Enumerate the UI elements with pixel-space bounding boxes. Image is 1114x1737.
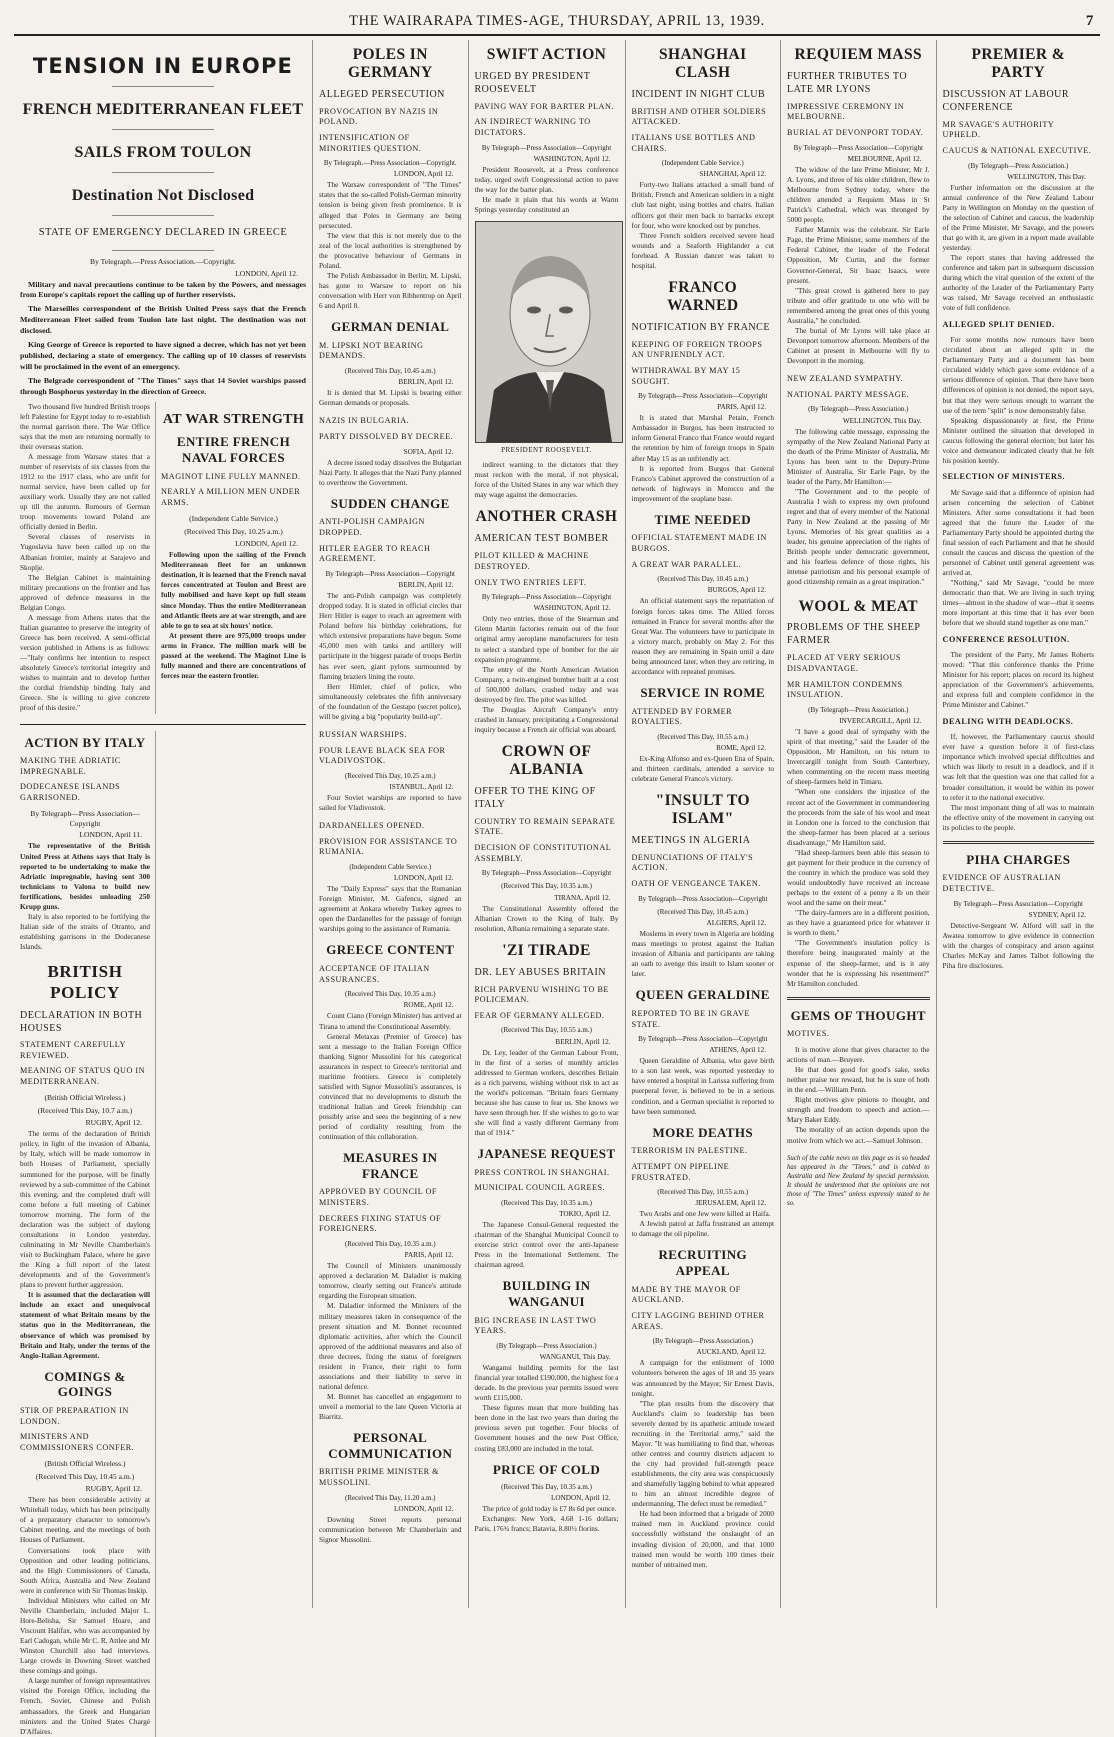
article-paragraph: "Nothing," said Mr Savage, "could be more democratic than that. We are living in such trying times—almost in the shadow of war—that it seems more important at this time that it has ever been before that we should stand together as one man."	[942, 578, 1094, 628]
article-paragraph: M. Daladier informed the Ministers of the military measures taken in consequence of the present situation and M. Bonnet recounted diplomatic activities, after which the Council approved of the additional measures and also of three decrees, fixing the status of foreigners resident in France, their right to form associations and their liability to serve in national defence.	[319, 1301, 462, 1391]
headline-recruiting-appeal: RECRUITING APPEAL	[658, 1247, 748, 1279]
dateline: LONDON, April 12.	[394, 874, 454, 883]
received-time: (Received This Day, 10.45 a.m.)	[657, 907, 749, 916]
byline: By Telegraph—Press Association—Copyright	[325, 570, 455, 578]
subhead: MUNICIPAL COUNCIL AGREES.	[474, 1183, 606, 1193]
subhead: INCIDENT IN NIGHT CLUB	[631, 88, 766, 100]
subhead: MEANING OF STATUS QUO IN MEDITERRANEAN.	[20, 1066, 146, 1086]
subhead: FEAR OF GERMANY ALLEGED.	[474, 1010, 605, 1020]
dateline: AUCKLAND, April 12.	[696, 1348, 767, 1357]
column-5	[781, 40, 937, 1608]
subhead: MOTIVES.	[787, 1029, 830, 1039]
byline: (By Telegraph—Press Association.)	[808, 405, 909, 414]
subhead: URGED BY PRESIDENT ROOSEVELT	[474, 70, 591, 95]
received-time: (Received This Day, 10.25 a.m.)	[184, 527, 283, 537]
subhead: ATTEMPT ON PIPELINE FRUSTRATED.	[631, 1161, 730, 1182]
times-copyright-note: Such of the cable news on this page as is so headed has appeared in the "Times," and is cabled to Australia and New Zealand by special permission. It should be understood that the opinions are not those of "The Times" unless expressly stated to be so.	[787, 1154, 930, 1208]
article-paragraph: Conversations took place with Opposition and other leading politicians, and the High Commissioners of Canada, South Africa, Australia and New Zealand were in conference with Sir Thomas Inskip.	[20, 1545, 150, 1595]
article-paragraph: It is stated that Marshal Petain, French Ambassador in Burgos, has been instructed to inform General Franco that France would regard the retention by him of foreign troops in Spain after May 15 as an unfriendly act.	[631, 413, 775, 463]
subhead: PROVOCATION BY NAZIS IN POLAND.	[319, 106, 439, 127]
subhead: NOTIFICATION BY FRANCE	[631, 321, 770, 333]
article-paragraph: Two Arabs and one Jew were killed at Haifa.	[639, 1209, 771, 1219]
subhead: PAVING WAY FOR BARTER PLAN.	[474, 101, 614, 111]
divider	[787, 997, 930, 1000]
subhead: DR. LEY ABUSES BRITAIN	[474, 966, 607, 978]
portrait-illustration	[476, 222, 622, 442]
dateline: LONDON, April 12.	[551, 1494, 611, 1503]
byline: By Telegraph—Press Association—Copyright	[481, 143, 612, 152]
article-paragraph: Father Mannix was the celebrant. Sir Earle Page, the Prime Minister, some members of the Federal Cabinet, the leader of the Federal Opposition, Mr Curtin, and the former Governor-General, Sir Isaac Isaacs, were present.	[787, 225, 930, 285]
received-time: (Received This Day, 10.45 a.m.)	[344, 367, 436, 376]
subhead: DISCUSSION AT LABOUR CONFERENCE	[942, 88, 1070, 113]
article-paragraph: The price of gold today is £7 8s 6d per ounce.	[482, 1504, 617, 1514]
article-paragraph: At present there are 975,000 troops under arms in France. The million mark will be passed at the weekend. The Maginot Line is fully manned and there are concentrations of forces near the eastern frontier.	[161, 630, 306, 680]
article-paragraph: "The Government and to the people of Australia I wish to express my own profound regret and that of every member of the National Party in New Zealand at the passing of Mr Lyons. Memories of his great qualities as a leader, his genuine appreciation of the rights of British people under democratic government, and his fearless defence of those rights, his intense patriotism and his personal example of good citizenship remain as a great inspiration."	[787, 486, 930, 587]
article-paragraph: "I have a good deal of sympathy with the spirit of that meeting," said the Leader of the Opposition, Mr Hamilton, on his return to Invercargill tonight from South Canterbury, when commenting on the recent mass meeting of sheep-farmers held in Timaru.	[787, 727, 930, 787]
article-paragraph: It is denied that M. Lipski is bearing either German demands or proposals.	[319, 388, 462, 408]
article-paragraph: The representative of the British United Press at Athens says that Italy is reported to be undertaking to make the Adriatic impregnable, having sent 300 technicians to Valona to build new fortifications, besides unloading 250 Krupp guns.	[20, 841, 150, 911]
article-paragraph: The most important thing of all was to maintain the effective unity of the movement in carrying out its policies to the people.	[942, 802, 1094, 832]
article-paragraph: King George of Greece is reported to have signed a decree, which has not yet been published, declaring a state of emergency. The calling up of 10 classes of reservists will be proclaimed in the event of an emergency.	[20, 340, 306, 371]
subhead: NAZIS IN BULGARIA.	[319, 416, 410, 426]
article-paragraph: For some months now rumours have been circulated about an alleged split in the Parliamentary Party and a document has been circulated widely which gave some evidence of a serious difference of opinion. That there have been differences of opinion is not denied, the report says, but that they were serious enough to warrant the use of the term "split" is now demonstrably false.	[942, 335, 1094, 415]
dateline: SHANGHAI, April 12.	[699, 170, 767, 179]
subcolumn-left	[20, 402, 156, 714]
subhead: MEETINGS IN ALGERIA	[631, 834, 751, 846]
article-paragraph: The "Daily Express" says that the Rumanian Foreign Minister, M. Gafencu, signed an agreement at Ankara whereby Turkey agrees to open the Dardanelles for the passage of foreign warships going to the assistance of Rumania.	[319, 884, 462, 934]
article-paragraph: The Belgian Cabinet is maintaining military precautions on the frontier and has approved of defence measures in the Belgian Congo.	[20, 572, 150, 612]
subhead: ATTENDED BY FORMER ROYALTIES.	[631, 706, 733, 727]
article-paragraph: The Warsaw correspondent of "The Times" states that the so-called Polish-German minority tension is being given fresh prominence. It is alleged that Poles in Germany are being persecuted.	[319, 180, 462, 230]
headline-greece-content: GREECE CONTENT	[326, 942, 455, 958]
article-paragraph: "The Government's insulation policy is therefore being inaugurated mainly at the expense of the sheep-farmer, and is it any wonder that he is expressing his resentment?" Mr Hamilton concluded.	[787, 938, 930, 988]
headline-sails-toulon: SAILS FROM TOULON	[74, 144, 252, 161]
dateline: BERLIN, April 12.	[398, 378, 454, 387]
headline-sudden-change: SUDDEN CHANGE	[330, 495, 450, 511]
dateline: ROME, April 12.	[716, 743, 767, 752]
article-paragraph: The Douglas Aircraft Company's entry crashed in January, precipitating a Congressional inquiry because a French air official was aboard.	[474, 704, 619, 734]
divider	[112, 129, 215, 130]
column-4	[626, 40, 782, 1608]
article-paragraph: The Council of Ministers unanimously approved a declaration M. Daladier is making tomorrow, clearly setting out France's attitude regarding the European situation.	[319, 1261, 462, 1301]
article-paragraph: He made it plain that his words at Warm Springs yesterday constituted an	[474, 195, 619, 215]
byline: By Telegraph—Press Association—Copyright	[30, 808, 140, 828]
article-paragraph: Individual Ministers who called on Mr Neville Chamberlain, included Major L. Hore-Belisha, Sir Samuel Hoare, and Viscount Halifax, who was accompanied by Earl Cadogan, while Mr C. R. Attlee and Mr Winston Churchill also had interviews. Large crowds in Downing Street watched these comings and goings.	[20, 1595, 150, 1676]
article-paragraph: Queen Geraldine of Albania, who gave birth to a son last week, was reported yesterday to have entered a hospital in Larissa suffering from puerperal fever, is believed to be in a serious condition, and a German specialist is reported to have been summoned.	[631, 1056, 775, 1116]
article-paragraph: The Constitutional Assembly offered the Albanian Crown to the King of Italy. By resolution, Albania remaining a separate state.	[474, 903, 619, 933]
subhead: MR HAMILTON CONDEMNS INSULATION.	[787, 679, 903, 700]
subhead: STIR OF PREPARATION IN LONDON.	[20, 1405, 129, 1426]
dateline: BURGOS, April 12.	[707, 586, 767, 595]
column-1-split	[20, 402, 306, 714]
article-paragraph: There has been considerable activity at Whitehall today, which has been principally of a preparatory character to tomorrow's Cabinet meeting, and the meetings of both Houses of Parliament.	[20, 1495, 150, 1545]
subcolumn-left	[20, 731, 156, 1737]
dateline: WELLINGTON, This Day.	[842, 416, 922, 425]
dateline: JERUSALEM, April 12.	[695, 1199, 767, 1208]
page-number: 7	[1085, 13, 1094, 29]
dateline: SOFIA, April 12.	[403, 447, 454, 456]
article-paragraph: The terms of the declaration of British policy, in light of the invasion of Albania, by Italy, which will be made tomorrow in both Houses of Parliament, specially summoned for the purpose, will be finally reviewed by a sub-committee of the Cabinet this evening, and the completed draft will come before a full meeting of Cabinet tomorrow morning. The form of the declaration was the subject of daylong consultations in London yesterday, culminating in Mr Neville Chamberlain's visit to Buckingham Palace, where he gave the King a full report of the latest developments and of the Government's plans to prevent further aggression.	[20, 1129, 150, 1290]
headline-more-deaths: MORE DEATHS	[652, 1124, 754, 1140]
article-paragraph: "The dairy-farmers are in a different position, as they have a guaranteed price for whatever it is worth to them."	[787, 908, 930, 938]
dateline: BERLIN, April 12.	[555, 1037, 611, 1046]
received-time: (Received This Day, 11.20 a.m.)	[344, 1493, 436, 1502]
byline: (By Telegraph—Press Association.)	[808, 705, 909, 714]
dateline: WASHINGTON, April 12.	[533, 604, 611, 613]
subhead: M. LIPSKI NOT BEARING DEMANDS.	[319, 340, 424, 361]
article-paragraph: It is reported from Burgos that General Franco's Cabinet approved the construction of a network of highways in Morocco and the improvement of the seaplane base.	[631, 463, 775, 503]
subhead: COUNTRY TO REMAIN SEPARATE STATE.	[474, 816, 616, 837]
headline-personal-communication: PERSONAL COMMUNICATION	[328, 1430, 453, 1461]
byline: By Telegraph—Press Association—Copyright	[638, 392, 768, 401]
article-paragraph: Count Ciano (Foreign Minister) has arrived at Tirana to attend the Constitutional Assembly.	[319, 1011, 462, 1031]
subhead: ENTIRE FRENCH NAVAL FORCES	[176, 434, 291, 465]
received-time: (Received This Day, 10.55 a.m.)	[501, 1026, 592, 1035]
subhead: STATEMENT CAREFULLY REVIEWED.	[20, 1039, 126, 1060]
subhead: RICH PARVENU WISHING TO BE POLICEMAN.	[474, 984, 609, 1005]
byline: (British Official Wireless.)	[44, 1458, 126, 1468]
subhead: BRITISH PRIME MINISTER & MUSSOLINI.	[319, 1467, 440, 1488]
subhead: INTENSIFICATION OF MINORITIES QUESTION.	[319, 132, 422, 153]
headline-franco-warned: FRANCO WARNED	[667, 278, 739, 314]
headline-crown-albania: CROWN OF ALBANIA	[501, 743, 592, 778]
article-paragraph: Three French soldiers received severe head wounds and a Seaforth Highlander a cut forehead. A Russian dancer was taken to hospital.	[631, 230, 775, 270]
dateline: ALGIERS, April 12.	[706, 918, 767, 927]
byline: (By Telegraph—Press Association.)	[496, 1341, 597, 1350]
subhead: AN INDIRECT WARNING TO DICTATORS.	[474, 117, 591, 138]
subhead: AMERICAN TEST BOMBER	[474, 533, 609, 545]
headline-building-wanganui: BUILDING IN WANGANUI	[502, 1278, 591, 1310]
article-paragraph: Four Soviet warships are reported to have sailed for Vladivostok.	[319, 792, 462, 813]
portrait-caption: PRESIDENT ROOSEVELT.	[501, 446, 592, 455]
subhead: MR SAVAGE'S AUTHORITY UPHELD.	[942, 119, 1054, 140]
article-paragraph: Exchanges: New York, 4.68 1-16 dollars; Paris, 176¾ francs; Batavia, 8.80½ florins.	[474, 1514, 619, 1534]
subhead: FOUR LEAVE BLACK SEA FOR VLADIVOSTOK.	[319, 745, 446, 766]
subhead: CAUCUS & NATIONAL EXECUTIVE.	[942, 145, 1092, 155]
dateline: WASHINGTON, April 12.	[533, 154, 611, 163]
headline-british-policy: BRITISH POLICY	[47, 962, 123, 1002]
subhead: DECISION OF CONSTITUTIONAL ASSEMBLY.	[474, 843, 611, 863]
byline: By Telegraph.—Press Association.—Copyright.	[90, 256, 236, 266]
divider	[112, 250, 215, 251]
article-paragraph: "Had sheep-farmers been able this season to get payment for their produce in the currency of the country in which the produce was sold they would undoubtedly have received an increase perhaps to the extent of a penny a lb on their wool and the same on their meat."	[787, 847, 930, 908]
divider	[20, 724, 306, 725]
byline: By Telegraph.—Press Association—Copyright.	[323, 159, 457, 168]
article-paragraph: He that does good for good's sake, seeks neither praise nor reward, but he is sure of both in the end.—William Penn.	[787, 1065, 930, 1095]
byline: (By Telegraph—Press Association.)	[652, 1337, 753, 1346]
article-paragraph: Detective-Sergeant W. Alford will sail in the Awatea tomorrow to give evidence in connection with the charges of conspiracy and arson against Charles McKay and James Talbot following the Piha fire disclosures.	[942, 920, 1094, 971]
dateline: PARIS, April 12.	[717, 403, 767, 412]
received-time: (Received This Day, 10.55 a.m.)	[657, 732, 749, 741]
column-1	[14, 40, 313, 1736]
article-paragraph: The burial of Mr Lyons will take place at Devonport tomorrow afternoon. Members of the Cabinet at present in Melbourne will fly to Devonport in the morning.	[787, 325, 930, 366]
subhead: ALLEGED SPLIT DENIED.	[942, 319, 1055, 329]
article-paragraph: Only two entries, those of the Stearman and Glenn Martin factories remain out of the four original army aeroplane manufacturers for tests to select a standard type of bomber for the air expansion programme.	[474, 614, 619, 664]
subhead: CITY LAGGING BEHIND OTHER AREAS.	[631, 1310, 765, 1331]
article-paragraph: A message from Athens states that the Italian guarantee to preserve the integrity of Greece has been received. A semi-official version published in Athens is as follows:—"Italy confirms her intention to respect absolutely Greece's territorial integrity and wishes to maintain and to develop further the cordial friendship binding Italy and Greece. She is willing to give concrete proof of this desire."	[20, 612, 150, 713]
dateline: MELBOURNE, April 12.	[847, 154, 922, 163]
article-paragraph: Dr. Ley, leader of the German Labour Front, in the first of a series of monthly articles addressed to German workers, describes Britain as a rich parvenu, wishing without risk to act as the world's policeman. "Britain fears Germany because she has cause to fear us. She knows we have seen through her. If she wishes to go to war she will find a vastly different Germany from that of 1914."	[474, 1047, 619, 1138]
article-paragraph: Forty-two Italians attacked a small band of British, French and American soldiers in a night club last night, using bottles and chairs. Italian officers got their men back to barracks except for four, who were knocked out by punches.	[631, 180, 775, 230]
subhead: DECLARATION IN BOTH HOUSES	[20, 1009, 143, 1034]
dateline: WELLINGTON, This Day.	[1007, 172, 1086, 181]
subhead: OATH OF VENGEANCE TAKEN.	[631, 879, 761, 889]
subhead: OFFICIAL STATEMENT MADE IN BURGOS.	[631, 533, 767, 554]
headline-premier-party: PREMIER & PARTY	[971, 46, 1066, 81]
article-paragraph: "The plan results from the discovery that Auckland's claim to leadership has been severely dented by its apathetic attitude toward recruiting in the Territorial army," said the Mayor. "It was humiliating to find that, whereas other centres and country districts adjacent to the city had provided full-strength peace establishments, the city area was conspicuously and shamefully lagging behind to what appeared to him an almost incredible degree of undermanning. The defect must be remedied."	[631, 1398, 775, 1509]
article-paragraph: An official statement says the repatriation of foreign forces takes time. The Allied forces remained in France for several months after the Great War. The volunteers have to participate in a victory march, probably on May 2. For this reason they are remaining in Spain until a date being announced later, when they are retiring, in accordance with repeated promises.	[631, 596, 775, 676]
article-paragraph: Herr Himler, chief of police, who simultaneously celebrates the fifth anniversary of the foundation of the Gestapo (secret police), will be giving a big "popularity build-up".	[319, 681, 462, 721]
article-paragraph: The entry of the North American Aviation Company, a twin-engined bomber built at a cost of 500,000 dollars, crashed today and was destroyed by fire. The pilot was killed.	[474, 664, 619, 704]
dateline: INVERCARGILL, April 12.	[839, 717, 922, 726]
headline-wool-meat: WOOL & MEAT	[798, 597, 919, 615]
subhead: MADE BY THE MAYOR OF AUCKLAND.	[631, 1284, 741, 1305]
subhead: PLACED AT VERY SERIOUS DISADVANTAGE.	[787, 653, 901, 673]
byline: By Telegraph—Press Association—Copyright	[953, 899, 1083, 908]
headline-queen-geraldine: QUEEN GERALDINE	[635, 987, 770, 1003]
dateline: TOKIO, April 12.	[559, 1210, 611, 1219]
byline: By Telegraph—Press Association—Copyright	[481, 593, 612, 602]
article-paragraph: The Belgrade correspondent of "The Times" says that 14 Soviet warships passed through Bosphorus yesterday in the direction of Greece.	[20, 375, 306, 396]
subhead: PRESS CONTROL IN SHANGHAI.	[474, 1167, 610, 1177]
dateline: BERLIN, April 12.	[398, 581, 454, 590]
subhead: DENUNCIATIONS OF ITALY'S ACTION.	[631, 852, 754, 873]
received-time: (Received This Day, 10.35 a.m.)	[344, 1240, 436, 1249]
article-paragraph: He had been informed that a brigade of 2000 trained men in Auckland province could successfully withstand the onslaught of an invading division of 20,000, and that 1000 trained men would be worth 100 times their number of untrained men.	[631, 1509, 775, 1569]
article-paragraph: Several classes of reservists in Yugoslavia have been called up on the Albanian frontier, mainly at Sarajevo and Skoplje.	[20, 532, 150, 572]
article-paragraph: It is motive alone that gives character to the actions of man.—Bruyere.	[787, 1044, 930, 1064]
article-paragraph: Mr Savage said that a difference of opinion had arisen concerning the selection of Cabinet Ministers. After some consultations it had been agreed that the future the Leader of the Parliamentary Party should be appointed during the final session of each Parliament and that he should consult the caucus and discuss the question of the personnel of Cabinet until general agreement was arrived at.	[942, 487, 1094, 578]
divider	[943, 841, 1094, 844]
article-paragraph: It is assumed that the declaration will include an exact and unequivocal statement of what Britain means by the status quo in the Mediterranean, the observance of which was promised by Britain and Italy, under the terms of the Anglo-Italian Agreement.	[20, 1290, 150, 1360]
received-time: (Received This Day, 10.45 a.m.)	[35, 1472, 135, 1482]
masthead-title: THE WAIRARAPA TIMES-AGE, THURSDAY, APRIL 13, 1939.	[349, 13, 765, 29]
subcolumn-right-empty	[156, 731, 306, 1737]
subhead: IMPRESSIVE CEREMONY IN MELBOURNE.	[787, 101, 905, 122]
subhead: BIG INCREASE IN LAST TWO YEARS.	[474, 1315, 597, 1336]
headline-action-italy: ACTION BY ITALY	[24, 734, 146, 750]
subhead: APPROVED BY COUNCIL OF MINISTERS.	[319, 1187, 437, 1208]
column-6	[937, 40, 1100, 1608]
headline-poles-germany: POLES IN GERMANY	[347, 46, 433, 81]
received-time: (Received This Day, 10.45 a.m.)	[657, 575, 749, 584]
headline-shanghai-clash: SHANGHAI CLASH	[658, 46, 747, 81]
byline: By Telegraph—Press Association—Copyright	[793, 143, 923, 152]
article-paragraph: The report states that having addressed the conference and taken part in subsequent discussion during which the vital question of the extent of the authority of the Leader of the Parliamentary Party was raised, Mr Savage received an enthusiastic vote of full confidence.	[942, 253, 1094, 313]
byline: (British Official Wireless.)	[44, 1092, 126, 1102]
subhead: REPORTED TO BE IN GRAVE STATE.	[631, 1008, 750, 1029]
headline-german-denial: GERMAN DENIAL	[331, 319, 450, 335]
subhead: TERRORISM IN PALESTINE.	[631, 1146, 748, 1156]
article-paragraph: The Polish Ambassador in Berlin, M. Lipski, has gone to Warsaw to report on his conversation with Herr von Ribbentrop on April 6 and April 8.	[319, 270, 462, 311]
dateline: TIRANA, April 12.	[554, 893, 611, 902]
roosevelt-portrait	[475, 221, 623, 443]
dateline: LONDON, April 12.	[235, 268, 298, 278]
dateline: ISTANBUL, April 12.	[389, 782, 454, 791]
article-paragraph: President Roosevelt, at a Press conference today, urged swift Congressional action to pave the way for the barter plan.	[474, 164, 619, 194]
subhead: KEEPING OF FOREIGN TROOPS AN UNFRIENDLY ACT.	[631, 339, 763, 360]
article-paragraph: Moslems in every town in Algeria are holding mass meetings to protest against the Italian invasion of Albania and participants are taking an oath to avenge this insult to Islam sooner or later.	[631, 928, 775, 979]
masthead	[14, 10, 1100, 36]
headline-destination: Destination Not Disclosed	[71, 187, 255, 204]
subhead: NATIONAL PARTY MESSAGE.	[787, 389, 910, 399]
headline-measures-france: MEASURES IN FRANCE	[343, 1150, 438, 1181]
article-paragraph: Right motives give pinions to thought, and strength and freedom to speech and action.—Mary Baker Eddy.	[787, 1095, 930, 1125]
subhead: OFFER TO THE KING OF ITALY	[474, 785, 596, 810]
received-time: (Received This Day, 10.55 a.m.)	[657, 1188, 749, 1197]
received-time: (Received This Day, 10.25 a.m.)	[344, 771, 436, 780]
subcolumn-right	[156, 402, 306, 714]
article-paragraph: M. Bonnet has cancelled an engagement to unveil a memorial to the late Queen Victoria at Biarritz.	[319, 1392, 462, 1422]
article-paragraph: If, however, the Parliamentary caucus should ever have a question before it of first-class importance which involved special difficulties and which was likely to result in a deadlock, and if it was felt that the question was one that called for a broader consultation, it would be within its power to refer it to the national executive.	[942, 732, 1094, 802]
byline: By Telegraph—Press Association—Copyright	[638, 1035, 768, 1044]
column-2	[313, 40, 469, 1608]
byline: By Telegraph—Press Association—Copyright	[481, 869, 612, 878]
article-paragraph: Downing Street reports personal communication between Mr Chamberlain and Signor Mussolini.	[319, 1514, 462, 1544]
subhead: DODECANESE ISLANDS GARRISONED.	[20, 782, 121, 803]
headline-japanese-request: JAPANESE REQUEST	[477, 1146, 616, 1162]
headline-service-rome: SERVICE IN ROME	[640, 684, 766, 700]
article-paragraph: These figures mean that more building has been done in the last two years than during the previous seven put together. Four blocks of Government houses and the new Post Office, costing £83,000 are included in the total.	[474, 1403, 619, 1453]
article-paragraph: Italy is also reported to be fortifying the Italian side of the straits of Otranto, and establishing garrisons in the Dodecanese Islands.	[20, 911, 150, 952]
subhead: ONLY TWO ENTRIES LEFT.	[474, 577, 587, 587]
headline-insult-islam: "INSULT TO ISLAM"	[655, 792, 750, 827]
subhead: ACCEPTANCE OF ITALIAN ASSURANCES.	[319, 964, 430, 984]
subhead: ALLEGED PERSECUTION	[319, 88, 445, 100]
dateline: WANGANUI, This Day.	[539, 1353, 611, 1362]
article-paragraph: Speaking dispassionately at first, the Prime Minister outlined the situation that developed in caucus following the general election; but later his voice and demeanour indicated clearly that he felt his position keenly.	[942, 415, 1094, 465]
headline-requiem-mass: REQUIEM MASS	[794, 46, 923, 63]
subhead: BRITISH AND OTHER SOLDIERS ATTACKED.	[631, 106, 767, 127]
headline-nazi-tirade: 'ZI TIRADE	[502, 941, 591, 959]
subhead: BURIAL AT DEVONPORT TODAY.	[787, 128, 924, 138]
received-time: (Received This Day, 10.7 a.m.)	[37, 1106, 133, 1116]
received-time: (Received This Day, 10.35 a.m.)	[501, 1199, 592, 1208]
dateline: RUGBY, April 12.	[85, 1118, 142, 1128]
headline-war-strength: AT WAR STRENGTH	[162, 411, 305, 427]
headline-comings-goings: COMINGS & GOINGS	[44, 1368, 126, 1400]
subhead: DEALING WITH DEADLOCKS.	[942, 716, 1074, 726]
subhead: ITALIANS USE BOTTLES AND CHAIRS.	[631, 132, 756, 153]
subhead: DARDANELLES OPENED.	[319, 821, 425, 831]
subhead: CONFERENCE RESOLUTION.	[942, 634, 1070, 644]
dateline: ROME, April 12.	[403, 1001, 454, 1010]
received-time: (Received This Day, 10.35 a.m.)	[501, 1483, 592, 1492]
article-paragraph: A campaign for the enlistment of 1000 volunteers between the ages of 18 and 35 years was announced by the Mayor, Sir Ernest Davis, tonight.	[631, 1358, 775, 1398]
subhead: RUSSIAN WARSHIPS.	[319, 729, 407, 739]
columns	[14, 40, 1100, 1736]
article-paragraph: The president of the Party, Mr James Roberts moved: "That this conference thanks the Prime Minister for his report; places on record its highest appreciation of the Government's achievements, and express full and complete confidence in the Prime Minister and Cabinet."	[942, 650, 1094, 710]
article-paragraph: A message from Warsaw states that a number of reservists of six classes from the 1912 to the 1917 class, who are unfit for normal service, have been called up for auxiliary work. Usually they are not called up till the autumn. Rumours of German troop movements toward Poland are officially denied in Berlin.	[20, 451, 150, 532]
subhead: PARTY DISSOLVED BY DECREE.	[319, 431, 454, 441]
article-paragraph: The morality of an action depends upon the motive from which we act.—Samuel Johnson.	[787, 1125, 930, 1145]
divider	[112, 215, 215, 216]
article-paragraph: "This great crowd is gathered here to pay tribute and offer gratitude to one who will be remembered among the great ones of this young Australia," he concluded.	[787, 285, 930, 325]
dateline: RUGBY, April 12.	[85, 1484, 142, 1494]
subhead: EVIDENCE OF AUSTRALIAN DETECTIVE.	[942, 873, 1061, 894]
subhead: ANTI-POLISH CAMPAIGN DROPPED.	[319, 517, 425, 538]
article-paragraph: Following upon the sailing of the French Mediterranean fleet for an unknown destination, it is learned that the French naval forces concentrated at Toulon and Brest are fully mobilised and have kept up full steam since Monday. Thus the entire Mediterranean and Atlantic fleets are at war strength, and are able to go to sea at six hours' notice.	[161, 550, 306, 630]
dateline: ATHENS, April 12.	[709, 1046, 767, 1055]
divider	[112, 86, 215, 87]
article-paragraph: The anti-Polish campaign was completely dropped today. It is stated in official circles that Herr Hitler is eager to reach an agreement with Poland before his birthday celebrations, for which extensive preparations have begun. Some 45,000 men with tanks and artillery will participate in the biggest parade of troops Berlin has ever seen, giant pylons surmounted by flaming braziers lining the route.	[319, 591, 462, 681]
byline: By Telegraph—Press Association—Copyright	[638, 894, 768, 903]
headline-gems-thought: GEMS OF THOUGHT	[790, 1007, 926, 1023]
dateline: LONDON, April 12.	[394, 170, 454, 179]
subhead: NEW ZEALAND SYMPATHY.	[787, 374, 904, 384]
headline-piha-charges: PIHA CHARGES	[966, 851, 1071, 867]
column-3	[469, 40, 626, 1608]
article-paragraph: The Marseilles correspondent of the British United Press says that the French Mediterranean Fleet sailed from Toulon late last night. The destination was not disclosed.	[20, 304, 306, 336]
divider	[112, 172, 215, 173]
byline: (Independent Cable Service.)	[661, 159, 744, 168]
article-paragraph: A Jewish patrol at Jaffa frustrated an attempt to damage the oil pipeline.	[631, 1219, 775, 1239]
dateline: PARIS, April 12.	[404, 1251, 454, 1260]
article-paragraph: A large number of foreign representatives visited the Foreign Office, including the French, Soviet, Chinese and Polish ambassadors, the Greek and Hungarian ministers and the United States Chargé D'Affaires.	[20, 1676, 150, 1736]
article-paragraph: "When one considers the injustice of the recent act of the Government in commandeering the proceeds from the sale of his wool and meat in London one is forced to the conclusion that the sheep-farmer has been placed at a serious disadvantage," Mr Hamilton said.	[787, 787, 930, 847]
subhead: SELECTION OF MINISTERS.	[942, 471, 1065, 481]
article-paragraph: General Metaxas (Premier of Greece) has sent a message to the Italian Foreign Office thanking Signor Mussolini for his categorical assurances in respect to Greece's territorial and maritime frontiers. Greece is completely satisfied with Signor Mussolini's assurances, is convinced that no developments to disturb the traditional Italian and Greek friendship can possibly arise and sees the beginning of a new period of cordiality resulting from the continuation of this collaboration.	[319, 1031, 462, 1142]
headline-french-fleet: FRENCH MEDITERRANEAN FLEET	[22, 101, 304, 118]
dateline: SYDNEY, April 12.	[1028, 910, 1086, 919]
article-paragraph: A decree issued today dissolves the Bulgarian Nazi Party. It alleges that the Nazi Party planned to overthrow the Government.	[319, 457, 462, 487]
article-paragraph: Wanganui building permits for the last financial year totalled £190,000, the highest for a decade. In the previous year permits issued were worth £115,000.	[474, 1363, 619, 1403]
headline-price-cold: PRICE OF COLD	[492, 1461, 601, 1477]
dateline: LONDON, April 11.	[79, 830, 142, 840]
subhead: A GREAT WAR PARALLEL.	[631, 559, 742, 569]
headline-swift-action: SWIFT ACTION	[486, 46, 607, 63]
article-paragraph: Further information on the discussion at the annual conference of the New Zealand Labour Party in Wellington on Monday on the question of the selection of Cabinet and caucus, the leadership of the Prime Minister, Mr Savage, and the powers that go with it, are given in a report made available yesterday.	[942, 182, 1094, 253]
byline: (Independent Cable Service.)	[349, 863, 432, 872]
article-paragraph: The following cable message, expressing the sympathy of the New Zealand National Party at the death of the Prime Minister of Australia, Mr Lyons has been sent to the Deputy-Prime Minister of Australia, Sir Earle Page, by the leader of the Party, Mr Hamilton:—	[787, 426, 930, 486]
article-paragraph: Military and naval precautions continue to be taken by the Powers, and messages from Europe's capitals report the calling up of further reservists.	[20, 279, 306, 300]
subhead: MINISTERS AND COMMISSIONERS CONFER.	[20, 1432, 135, 1452]
subhead: MAGINOT LINE FULLY MANNED.	[161, 471, 301, 481]
headline-another-crash: ANOTHER CRASH	[475, 508, 618, 526]
headline-time-needed: TIME NEEDED	[654, 511, 752, 527]
byline: (By Telegraph—Press Association.)	[968, 161, 1069, 170]
subhead: NEARLY A MILLION MEN UNDER ARMS.	[161, 487, 301, 507]
received-time: (Received This Day, 10.35 a.m.)	[501, 882, 592, 891]
article-paragraph: Two thousand five hundred British troops left Palestine for Egypt today to re-establish the normal garrison there. The War Office says that the men are returning normally to their overseas station.	[20, 401, 150, 451]
article-paragraph: indirect warning to the dictators that they must reckon with the moral, if not physical, force of the United States in any war which they may wage against the democracies.	[474, 460, 619, 500]
article-paragraph: Ex-King Alfonso and ex-Queen Ena of Spain, and thirteen cardinals, attended a service to celebrate General Franco's victory.	[631, 753, 775, 784]
subhead: PILOT KILLED & MACHINE DESTROYED.	[474, 551, 589, 571]
headline-emergency-greece: STATE OF EMERGENCY DECLARED IN GREECE	[38, 227, 288, 238]
received-time: (Received This Day, 10.35 a.m.)	[344, 990, 436, 999]
byline: (Independent Cable Service.)	[189, 513, 278, 523]
dateline: LONDON, April 12.	[394, 1504, 454, 1513]
article-paragraph: The widow of the late Prime Minister, Mr J. A. Lyons, and three of his older children, flew to Melbourne from Sydney today, where the children attended a Requiem Mass in St Patrick's Cathedral, which was thronged by 5000 people.	[787, 164, 930, 225]
headline-tension: TENSION IN EUROPE	[32, 54, 294, 78]
dateline: LONDON, April 12.	[235, 539, 298, 549]
subhead: FURTHER TRIBUTES TO LATE MR LYONS	[787, 70, 908, 95]
subhead: DECREES FIXING STATUS OF FOREIGNERS.	[319, 1213, 442, 1234]
subhead: HITLER EAGER TO REACH AGREEMENT.	[319, 543, 431, 564]
subhead: MAKING THE ADRIATIC IMPREGNABLE.	[20, 756, 121, 776]
column-1-split-lower	[20, 731, 306, 1737]
article-paragraph: The view that this is not merely due to the zeal of the local authorities is strengthened by the provocative behaviour of Germans in Poland.	[319, 230, 462, 270]
subhead: PROBLEMS OF THE SHEEP FARMER	[787, 622, 921, 647]
subhead: WITHDRAWAL BY MAY 15 SOUGHT.	[631, 365, 741, 386]
article-paragraph: The Japanese Consul-General requested the chairman of the Shanghai Municipal Council to exercise strict control over the anti-Japanese Press in the International Settlement. The chairman agreed.	[474, 1220, 619, 1270]
subhead: PROVISION FOR ASSISTANCE TO RUMANIA.	[319, 836, 458, 857]
